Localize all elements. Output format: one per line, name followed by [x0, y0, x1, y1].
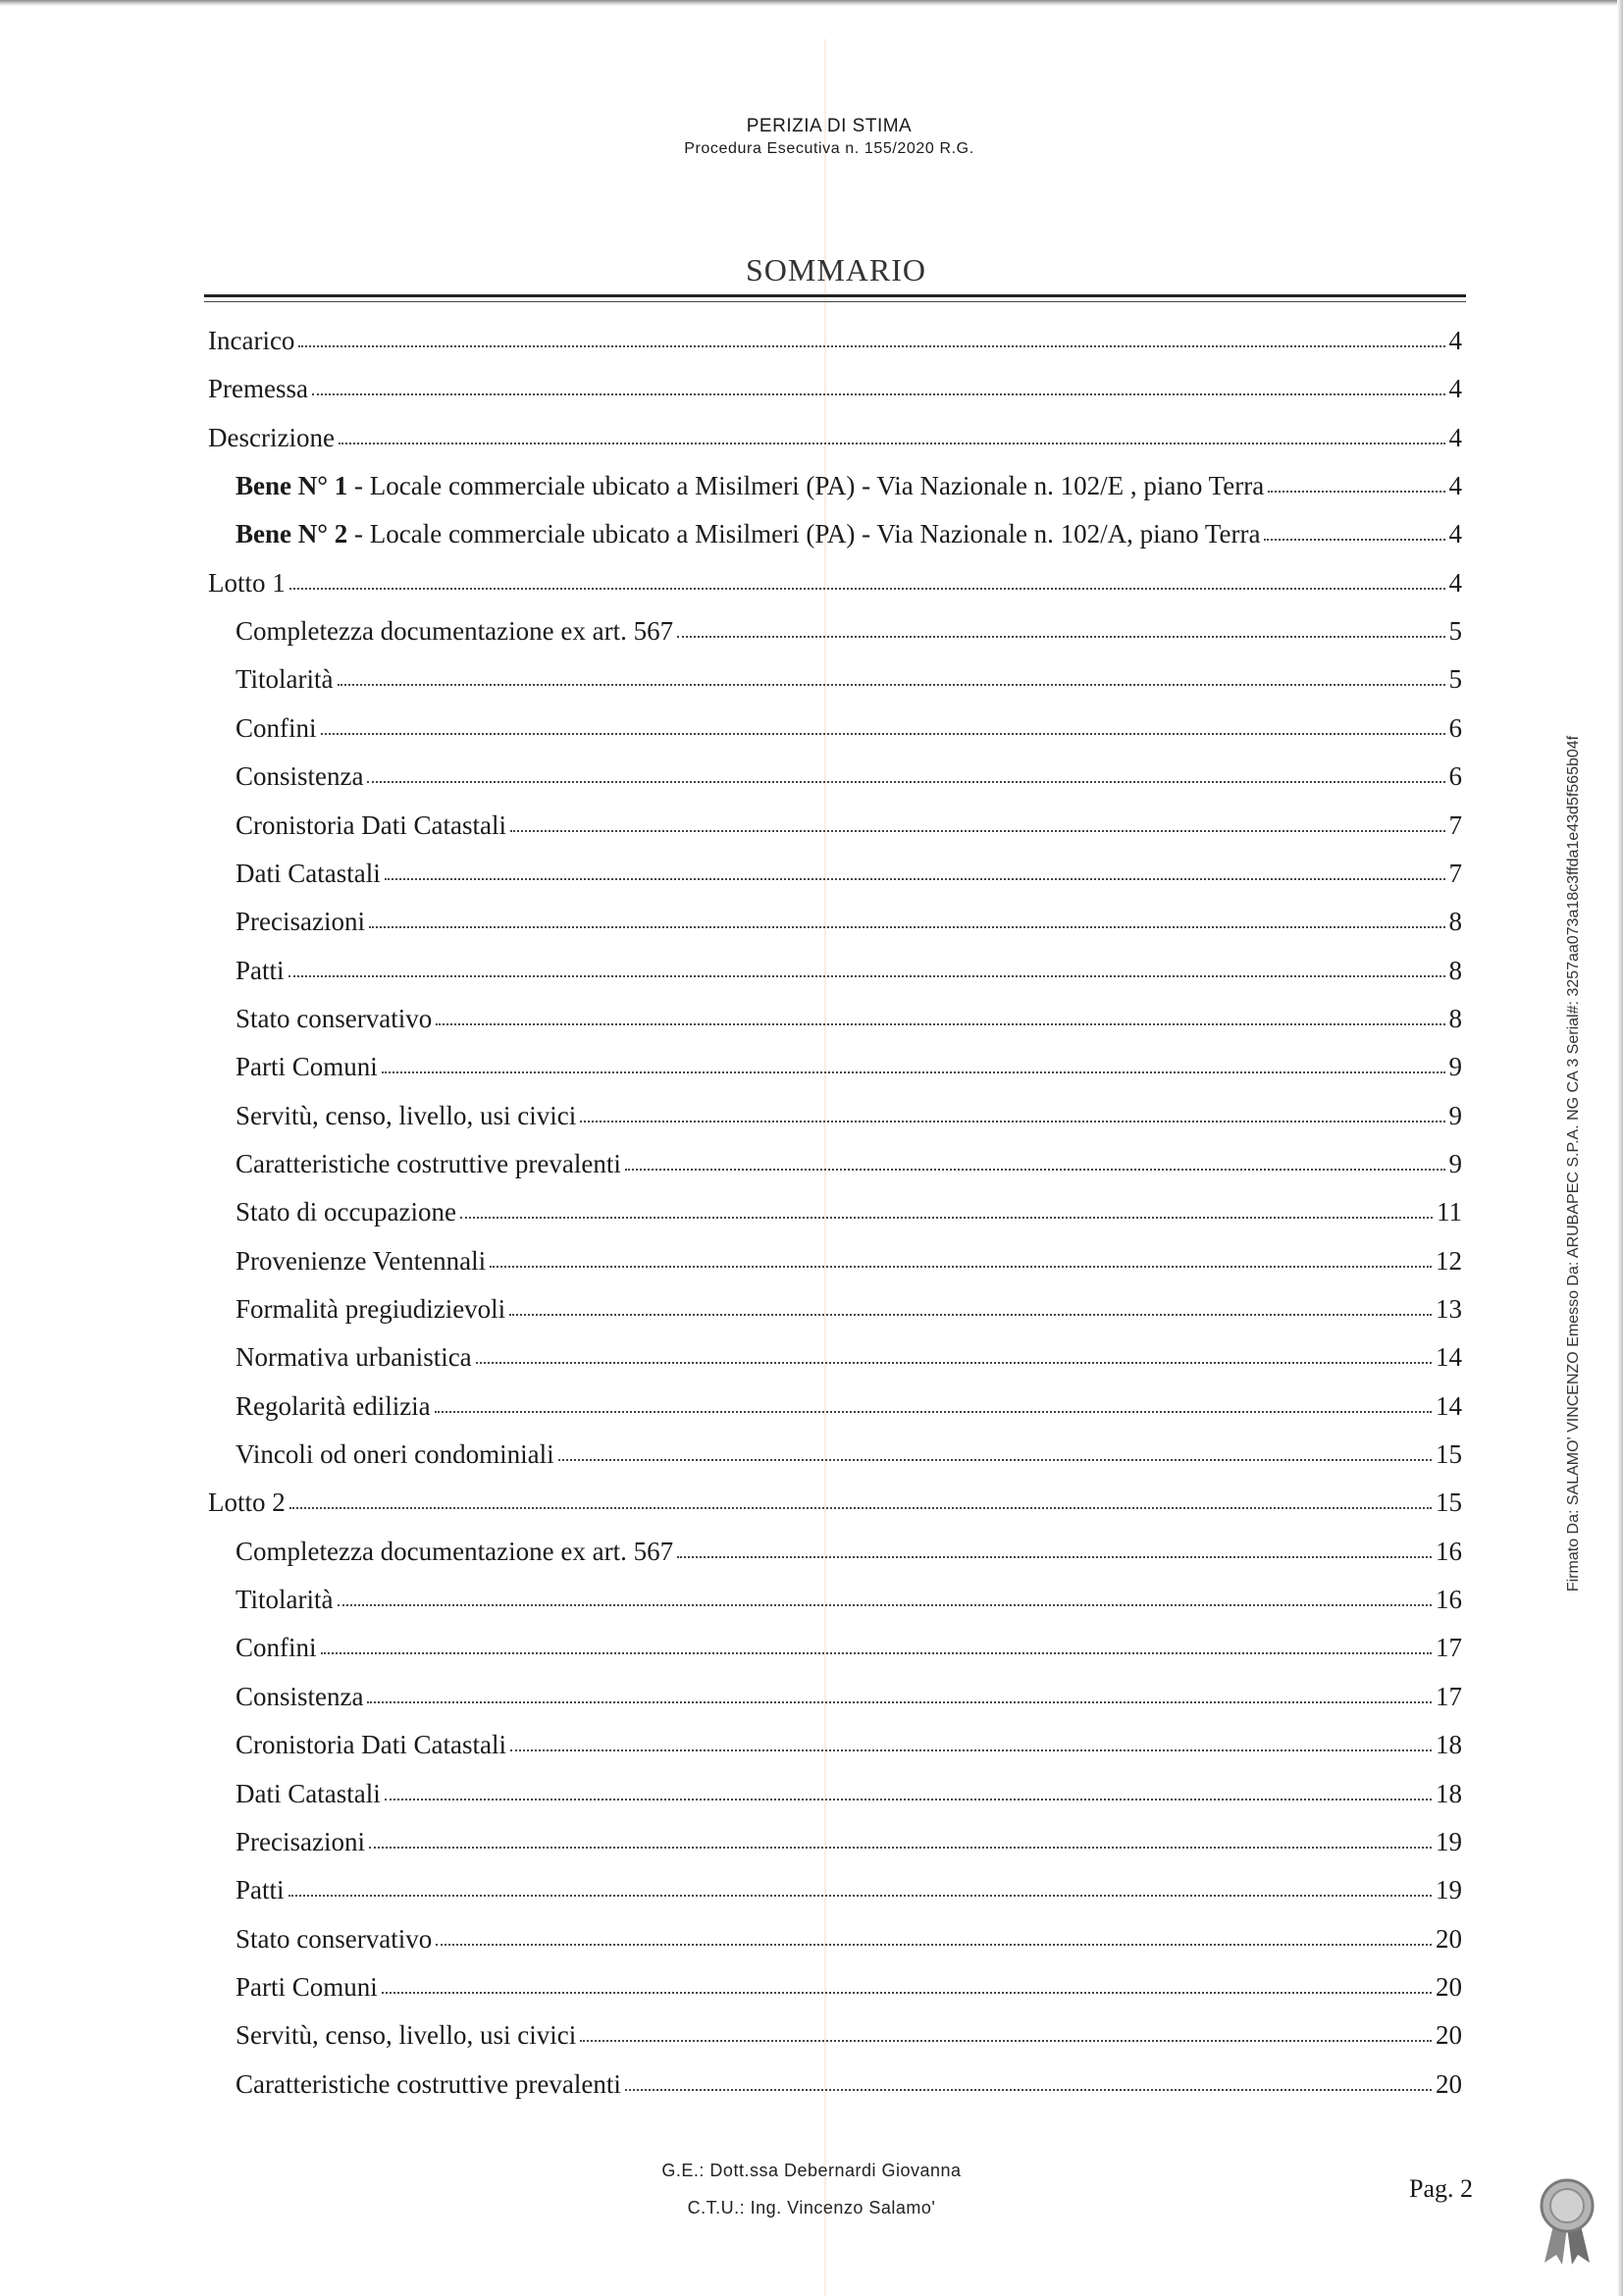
toc-entry: [236, 1633, 1462, 1672]
toc-entry: [236, 519, 1462, 558]
footer-judge: G.E.: Dott.ssa Debernardi Giovanna: [661, 2161, 962, 2180]
toc-entry: [236, 1294, 1462, 1333]
toc-entry-page: 9: [1448, 1052, 1462, 1081]
toc-entry-page: 4: [1448, 326, 1462, 355]
toc-entry-label: Confini: [236, 1633, 317, 1662]
toc-leader-dots: [312, 393, 1445, 395]
toc-entry: [208, 1487, 1462, 1527]
toc-entry: [236, 1730, 1462, 1769]
toc-leader-dots: [476, 1362, 1432, 1364]
toc-entry: [236, 1439, 1462, 1479]
toc-entry: [236, 1052, 1462, 1091]
toc-entry-label: Formalità pregiudizievoli: [236, 1294, 506, 1324]
toc-entry-page: 18: [1436, 1730, 1462, 1759]
toc-entry-label: Vincoli od oneri condominiali: [236, 1439, 554, 1469]
toc-entry-page: 8: [1448, 956, 1462, 985]
toc-entry: [236, 1391, 1462, 1431]
toc-entry: [236, 1246, 1462, 1285]
toc-leader-dots: [289, 1507, 1432, 1509]
toc-entry-page: 4: [1448, 471, 1462, 500]
toc-entry-label: Incarico: [208, 326, 295, 355]
toc-leader-dots: [369, 926, 1445, 928]
toc-entry-label: Stato conservativo: [236, 1924, 433, 1954]
toc-entry-label: Bene N° 1 - Locale commerciale ubicato a Misilmeri (PA) - Via Nazionale n. 102/E , piano Terra: [236, 471, 1265, 500]
toc-leader-dots: [436, 1944, 1432, 1946]
toc-leader-dots: [677, 636, 1444, 638]
toc-leader-dots: [625, 1169, 1445, 1171]
toc-leader-dots: [436, 1023, 1444, 1025]
toc-entry: [236, 1004, 1462, 1043]
toc-entry-label: Provenienze Ventennali: [236, 1246, 487, 1276]
toc-entry: [236, 471, 1462, 510]
toc-leader-dots: [1264, 539, 1444, 541]
toc-leader-dots: [385, 1799, 1432, 1800]
toc-entry: [208, 423, 1462, 462]
toc-entry-bold-label: Bene N° 2: [236, 519, 348, 548]
toc-entry: [236, 907, 1462, 946]
page-number: Pag. 2: [1409, 2174, 1473, 2203]
toc-entry-label: Caratteristiche costruttive prevalenti: [236, 1149, 621, 1178]
toc-entry-page: 15: [1436, 1439, 1462, 1469]
toc-entry-page: 20: [1436, 1924, 1462, 1954]
toc-entry-bold-label: Bene N° 1: [236, 471, 348, 500]
toc-entry-page: 7: [1448, 810, 1462, 840]
toc-leader-dots: [382, 1071, 1445, 1073]
toc-leader-dots: [288, 975, 1445, 977]
toc-leader-dots: [298, 345, 1444, 347]
toc-entry: [236, 761, 1462, 801]
toc-leader-dots: [367, 1701, 1432, 1703]
toc-entry: [236, 859, 1462, 898]
toc-entry-page: 14: [1436, 1391, 1462, 1421]
toc-entry-page: 17: [1436, 1682, 1462, 1711]
toc-entry-label: Parti Comuni: [236, 1052, 378, 1081]
toc-entry-page: 15: [1436, 1487, 1462, 1517]
footer-expert: C.T.U.: Ing. Vincenzo Salamo': [687, 2198, 936, 2218]
toc-entry-label: Titolarità: [236, 664, 334, 694]
toc-entry-page: 5: [1448, 616, 1462, 646]
toc-entry-page: 13: [1436, 1294, 1462, 1324]
toc-entry-label: Precisazioni: [236, 1827, 365, 1856]
toc-leader-dots: [369, 1847, 1432, 1849]
toc-entry: [208, 326, 1462, 365]
toc-entry-label: Caratteristiche costruttive prevalenti: [236, 2069, 621, 2099]
toc-leader-dots: [509, 1314, 1432, 1316]
toc-entry: [236, 1972, 1462, 2011]
toc-entry: [236, 1924, 1462, 1963]
toc-leader-dots: [367, 781, 1444, 783]
toc-leader-dots: [321, 733, 1445, 735]
toc-entry-page: 4: [1448, 568, 1462, 598]
toc-entry-label: Lotto 1: [208, 568, 286, 598]
toc-entry-page: 8: [1448, 1004, 1462, 1033]
toc-entry: [236, 810, 1462, 850]
toc-entry-label: Patti: [236, 1875, 285, 1905]
toc-entry: [236, 1342, 1462, 1382]
toc-entry: [236, 1101, 1462, 1140]
toc-entry-page: 14: [1436, 1342, 1462, 1372]
toc-entry: [236, 1875, 1462, 1914]
toc-entry-page: 17: [1436, 1633, 1462, 1662]
toc-leader-dots: [385, 878, 1445, 880]
toc-entry-page: 19: [1436, 1827, 1462, 1856]
toc-leader-dots: [677, 1556, 1432, 1558]
toc-entry: [236, 1149, 1462, 1188]
toc-entry-label: Consistenza: [236, 761, 364, 791]
toc-entry: [208, 568, 1462, 607]
toc-entry-label: Stato di occupazione: [236, 1197, 456, 1226]
toc-leader-dots: [321, 1652, 1432, 1654]
toc-leader-dots: [338, 1604, 1432, 1606]
toc-entry-page: 4: [1448, 423, 1462, 452]
toc-leader-dots: [339, 443, 1445, 444]
toc-entry-page: 19: [1436, 1875, 1462, 1905]
toc-entry-page: 16: [1436, 1585, 1462, 1614]
toc-entry: [236, 1779, 1462, 1818]
toc-entry-label: Cronistoria Dati Catastali: [236, 810, 506, 840]
toc-entry-label: Normativa urbanistica: [236, 1342, 472, 1372]
toc-entry-label: Patti: [236, 956, 285, 985]
toc-entry-label: Dati Catastali: [236, 859, 381, 888]
toc-entry: [236, 2069, 1462, 2109]
toc-entry-page: 20: [1436, 1972, 1462, 2002]
toc-entry-page: 20: [1436, 2020, 1462, 2050]
toc-entry-page: 11: [1437, 1197, 1462, 1226]
toc-leader-dots: [580, 1121, 1444, 1122]
toc-entry-label: Confini: [236, 713, 317, 743]
toc-entry: [236, 616, 1462, 655]
toc-entry-label: Stato conservativo: [236, 1004, 433, 1033]
toc-leader-dots: [382, 1992, 1432, 1994]
toc-entry-page: 9: [1448, 1101, 1462, 1130]
toc-entry: [236, 1585, 1462, 1624]
toc-entry: [208, 374, 1462, 413]
toc-entry-page: 12: [1436, 1246, 1462, 1276]
toc-entry-page: 18: [1436, 1779, 1462, 1808]
toc-entry-page: 8: [1448, 907, 1462, 936]
toc-entry-label: Consistenza: [236, 1682, 364, 1711]
toc-entry-label: Servitù, censo, livello, usi civici: [236, 2020, 577, 2050]
toc-leader-dots: [460, 1217, 1433, 1219]
toc-leader-dots: [558, 1459, 1432, 1461]
toc-entry-label: Completezza documentazione ex art. 567: [236, 616, 674, 646]
toc-leader-dots: [289, 588, 1445, 590]
toc-entry-label: Lotto 2: [208, 1487, 286, 1517]
toc-entry-page: 7: [1448, 859, 1462, 888]
toc-leader-dots: [1268, 491, 1444, 493]
toc-entry-label: Titolarità: [236, 1585, 334, 1614]
toc-entry-label: Servitù, censo, livello, usi civici: [236, 1101, 577, 1130]
toc-entry: [236, 1827, 1462, 1866]
toc-entry: [236, 2020, 1462, 2060]
toc-entry-label: Regolarità edilizia: [236, 1391, 431, 1421]
toc-entry-page: 5: [1448, 664, 1462, 694]
toc-entry-label: Cronistoria Dati Catastali: [236, 1730, 506, 1759]
toc-entry: [236, 956, 1462, 995]
toc-leader-dots: [625, 2089, 1432, 2091]
toc-entry: [236, 1537, 1462, 1576]
toc-entry-page: 4: [1448, 374, 1462, 403]
toc-entry: [236, 664, 1462, 704]
toc-entry-label: Premessa: [208, 374, 308, 403]
toc-leader-dots: [510, 1749, 1432, 1751]
toc-leader-dots: [435, 1411, 1432, 1413]
toc-leader-dots: [580, 2040, 1432, 2042]
toc-entry-label: Precisazioni: [236, 907, 365, 936]
page-title: SOMMARIO: [745, 252, 927, 287]
toc-entry-label: Bene N° 2 - Locale commerciale ubicato a Misilmeri (PA) - Via Nazionale n. 102/A, piano Terra: [236, 519, 1261, 548]
toc-entry: [236, 1682, 1462, 1721]
toc-leader-dots: [288, 1895, 1432, 1897]
toc-entry: [236, 1197, 1462, 1236]
digital-signature: Firmato Da: SALAMO' VINCENZO Emesso Da: ARUBAPEC S.P.A. NG CA 3 Serial#: 3257aa073a18c3ffda1e43d5f565b04f: [1565, 735, 1582, 1592]
toc-leader-dots: [510, 830, 1445, 832]
toc-entry-page: 20: [1436, 2069, 1462, 2099]
toc-entry-page: 4: [1448, 519, 1462, 548]
toc-entry-page: 16: [1436, 1537, 1462, 1566]
document-title: PERIZIA DI STIMA: [746, 116, 913, 136]
toc-leader-dots: [338, 684, 1445, 686]
toc-entry-label: Descrizione: [208, 423, 335, 452]
toc-entry-label: Completezza documentazione ex art. 567: [236, 1537, 674, 1566]
toc-entry-label: Parti Comuni: [236, 1972, 378, 2002]
procedure-number: Procedura Esecutiva n. 155/2020 R.G.: [684, 140, 974, 157]
toc-entry-page: 9: [1448, 1149, 1462, 1178]
toc-entry-page: 6: [1448, 713, 1462, 743]
toc-leader-dots: [490, 1266, 1432, 1268]
rosette-seal-icon: [1537, 2176, 1597, 2267]
toc-entry: [236, 713, 1462, 753]
toc-entry-label: Dati Catastali: [236, 1779, 381, 1808]
toc-entry-page: 6: [1448, 761, 1462, 791]
